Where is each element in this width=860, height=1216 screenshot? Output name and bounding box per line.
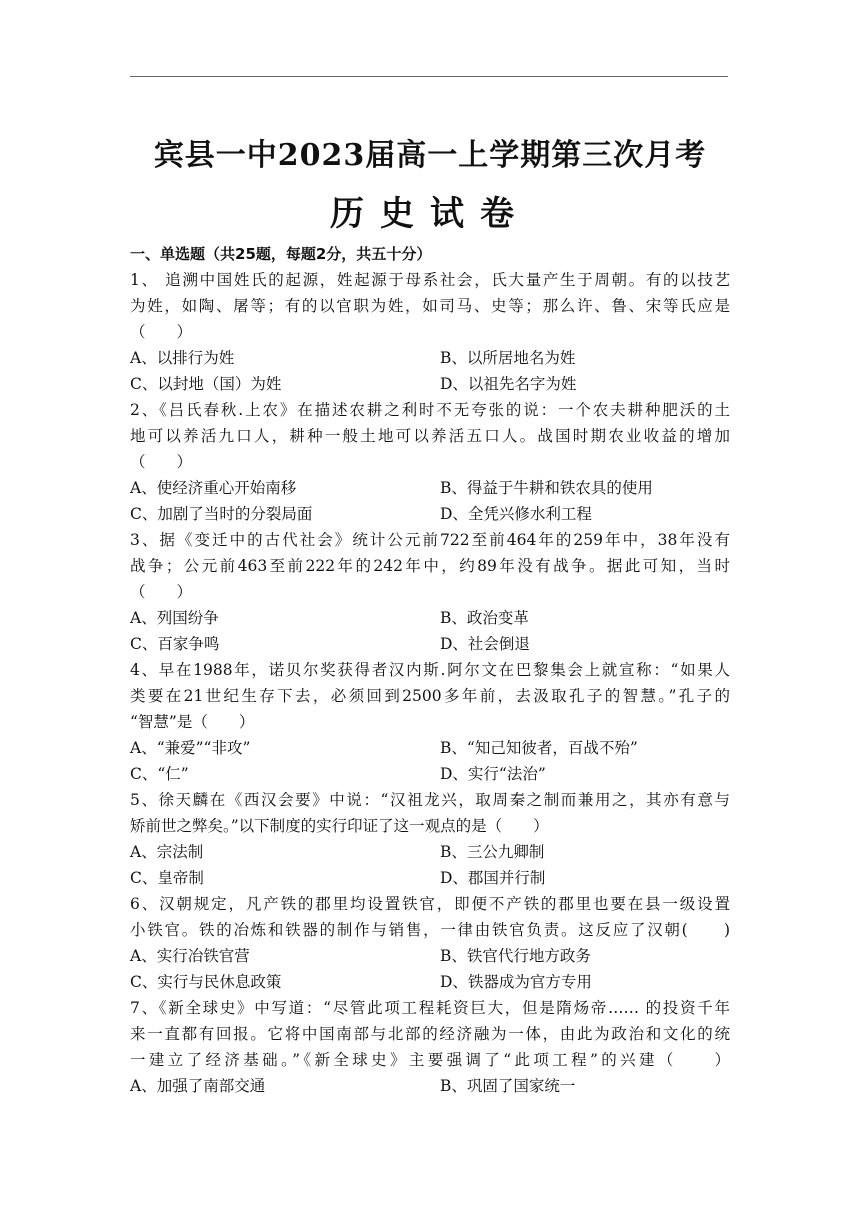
options-row [130,345,730,371]
header-rule [130,76,728,77]
options-row [130,605,730,631]
option-d[interactable]: D、铁器成为官方专用 [440,973,592,991]
question-1 [130,267,730,397]
option-a[interactable]: A、实行冶铁官营 [130,947,250,965]
option-c[interactable]: C、实行与民休息政策 [130,973,282,991]
option-c[interactable]: C、“仁” [130,765,189,783]
question-7 [130,995,730,1099]
question-stem-line: 1、 追溯中国姓氏的起源，姓起源于母系社会，氏大量产生于周朝。有的以技艺 [130,271,730,289]
option-a[interactable]: A、以排行为姓 [130,349,235,367]
question-content [130,241,730,1099]
options-row [130,865,730,891]
options-row [130,1073,730,1099]
option-a[interactable]: A、使经济重心开始南移 [130,479,297,497]
question-stem-line: 为姓，如陶、屠等；有的以官职为姓，如司马、史等；那么许、鲁、宋等氏应是 [130,297,730,315]
option-c[interactable]: C、加剧了当时的分裂局面 [130,505,313,523]
option-c[interactable]: C、皇帝制 [130,869,204,887]
options-row [130,761,730,787]
option-b[interactable]: B、政治变革 [440,609,529,627]
section-heading: 一、单选题（共25题，每题2分，共五十分） [130,245,432,263]
question-stem-line: 6、汉朝规定，凡产铁的郡里均设置铁官，即便不产铁的郡里也要在县一级设置 [130,895,730,913]
options-row [130,735,730,761]
question-stem-line: 一建立了经济基础。”《新全球史》主要强调了“此项工程”的兴建（ ） [130,1051,730,1069]
question-stem-line: 2、《吕氏春秋.上农》在描述农耕之利时不无夸张的说：一个农夫耕种肥沃的土 [130,401,730,419]
question-4 [130,657,730,787]
option-d[interactable]: D、社会倒退 [440,635,530,653]
option-b[interactable]: B、得益于牛耕和铁农具的使用 [440,479,653,497]
option-a[interactable]: A、宗法制 [130,843,204,861]
options-row [130,371,730,397]
exam-subtitle: 历史试卷 [330,194,530,234]
options-row [130,501,730,527]
option-c[interactable]: C、以封地（国）为姓 [130,375,282,393]
question-6 [130,891,730,995]
option-d[interactable]: D、以祖先名字为姓 [440,375,577,393]
options-row [130,839,730,865]
question-stem-line: 来一直都有回报。它将中国南部与北部的经济融为一体，由此为政治和文化的统 [130,1025,730,1043]
option-a[interactable]: A、列国纷争 [130,609,219,627]
question-stem-line: 类要在21世纪生存下去，必须回到2500多年前，去汲取孔子的智慧。”孔子的 [130,687,730,705]
options-row [130,631,730,657]
options-row [130,475,730,501]
question-stem-line: 4、早在1988年，诺贝尔奖获得者汉内斯.阿尔文在巴黎集会上就宣称：“如果人 [130,661,730,679]
option-d[interactable]: D、实行“法治” [440,765,546,783]
answer-blank: （ ） [130,583,193,601]
options-row [130,969,730,995]
question-stem-line: 7、《新全球史》中写道：“尽管此项工程耗资巨大，但是隋炀帝…… 的投资千年 [130,999,730,1017]
answer-blank: （ ） [130,323,193,341]
question-stem-line: 矫前世之弊矣。”以下制度的实行印证了这一观点的是（ ） [130,817,549,835]
question-stem-line: 3、据《变迁中的古代社会》统计公元前722至前464年的259年中，38年没有 [130,531,730,549]
question-2 [130,397,730,527]
option-a[interactable]: A、加强了南部交通 [130,1077,266,1095]
question-stem-line: 小铁官。铁的冶炼和铁器的制作与销售，一律由铁官负责。这反应了汉朝( ) [130,921,730,939]
question-stem-line: 5、徐天麟在《西汉会要》中说：“汉祖龙兴，取周秦之制而兼用之，其亦有意与 [130,791,730,809]
option-a[interactable]: A、“兼爱”“非攻” [130,739,251,757]
option-b[interactable]: B、“知己知彼者，百战不殆” [440,739,638,757]
option-b[interactable]: B、巩固了国家统一 [440,1077,576,1095]
answer-blank: （ ） [130,453,193,471]
option-b[interactable]: B、三公九卿制 [440,843,545,861]
option-d[interactable]: D、郡国并行制 [440,869,546,887]
exam-title: 宾县一中2023届高一上学期第三次月考 [153,138,707,173]
question-5 [130,787,730,891]
option-b[interactable]: B、以所居地名为姓 [440,349,576,367]
question-stem-line: 地可以养活九口人，耕种一般土地可以养活五口人。战国时期农业收益的增加 [130,427,730,445]
question-stem-line: “智慧”是（ ） [130,713,255,731]
option-b[interactable]: B、铁官代行地方政务 [440,947,591,965]
question-stem-line: 战争；公元前463至前222年的242年中，约89年没有战争。据此可知，当时 [130,557,730,575]
option-c[interactable]: C、百家争鸣 [130,635,220,653]
options-row [130,943,730,969]
option-d[interactable]: D、全凭兴修水利工程 [440,505,592,523]
question-3 [130,527,730,657]
